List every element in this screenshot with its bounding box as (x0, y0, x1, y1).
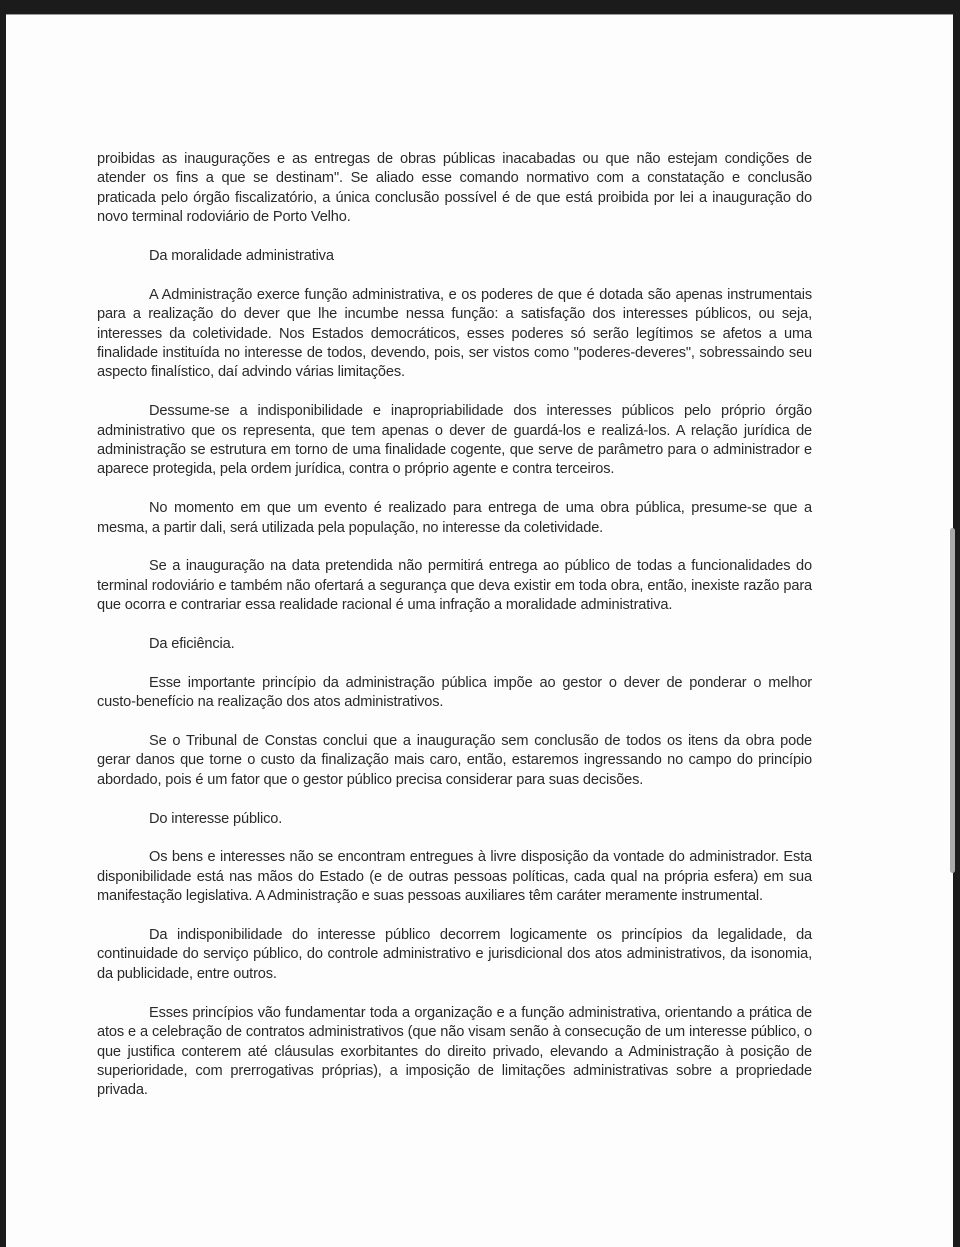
paragraph: Os bens e interesses não se encontram entregues à livre disposição da vontade do administrador. Esta disponibilidade está nas mãos do Estado (e de outras pessoas políticas, cada qual na própria esfera) em sua manifestação legislativa. A Administração e suas pessoas auxiliares têm caráter meramente instrumental. (97, 849, 812, 905)
paragraph: Esse importante princípio da administração pública impõe ao gestor o dever de ponderar o melhor custo-benefício na realização dos atos administrativos. (97, 674, 812, 711)
section-heading-moralidade: Da moralidade administrativa (149, 248, 334, 265)
vertical-scrollbar[interactable] (945, 15, 955, 1247)
document-page (6, 14, 953, 1247)
paragraph: Se a inauguração na data pretendida não permitirá entrega ao público de todas a funcionalidades do terminal rodoviário e também não ofertará a segurança que deva existir em toda obra, então, inexiste razão para que ocorra e contrariar essa realidade racional é uma infração a moralidade administrativa. (97, 558, 812, 614)
paragraph-continuation: proibidas as inaugurações e as entregas de obras públicas inacabadas ou que não estejam condições de atender os fins a que se destinam". Se aliado esse comando normativo com a constatação e conclusão praticada pelo órgão fiscalizatório, a única conclusão possível é de que está proibida por lei a inauguração do novo terminal rodoviário de Porto Velho. (97, 151, 812, 226)
section-heading-eficiencia: Da eficiência. (149, 636, 235, 653)
paragraph: Da indisponibilidade do interesse público decorrem logicamente os princípios da legalidade, da continuidade do serviço público, do controle administrativo e jurisdicional dos atos administrativos, da isonomia, da publicidade, entre outros. (97, 927, 812, 982)
scrollbar-thumb[interactable] (950, 528, 955, 873)
paragraph: Esses princípios vão fundamentar toda a organização e a função administrativa, orientando a prática de atos e a celebração de contratos administrativos (que não visam senão à consecução de um interesse público, o que justifica conterem até cláusulas exorbitantes do direito privado, elevando a Administração à posição de superioridade, com prerrogativas próprias), a imposição de limitações administrativas sobre a propriedade privada. (97, 1004, 812, 1099)
paragraph: Dessume-se a indisponibilidade e inapropriabilidade dos interesses públicos pelo próprio órgão administrativo que os representa, que tem apenas o dever de guardá-los e realizá-los. A relação jurídica de administração se estrutura em torno de uma finalidade cogente, que serve de parâmetro para o administrador e aparece protegida, pela ordem jurídica, contra o próprio agente e contra terceiros. (97, 403, 812, 478)
document-body (97, 150, 812, 1120)
paragraph: A Administração exerce função administrativa, e os poderes de que é dotada são apenas instrumentais para a realização do dever que lhe incumbe nessa função: a satisfação dos interesses públicos, ou seja, interesses da coletividade. Nos Estados democráticos, esses poderes só serão legítimos se afetos a uma finalidade instituída no interesse de todos, devendo, pois, ser vistos como "poderes-deveres", sobressaindo seu aspecto finalístico, daí advindo várias limitações. (97, 286, 812, 381)
section-heading-interesse-publico: Do interesse público. (149, 810, 283, 827)
paragraph: No momento em que um evento é realizado para entrega de uma obra pública, presume-se que a mesma, a partir dali, será utilizada pela população, no interesse da coletividade. (97, 500, 812, 536)
paragraph: Se o Tribunal de Constas conclui que a inauguração sem conclusão de todos os itens da obra pode gerar danos que torne o custo da finalização mais caro, então, estaremos ingressando no campo do princípio abordado, pois é um fator que o gestor público precisa considerar para suas decisões. (97, 733, 812, 788)
